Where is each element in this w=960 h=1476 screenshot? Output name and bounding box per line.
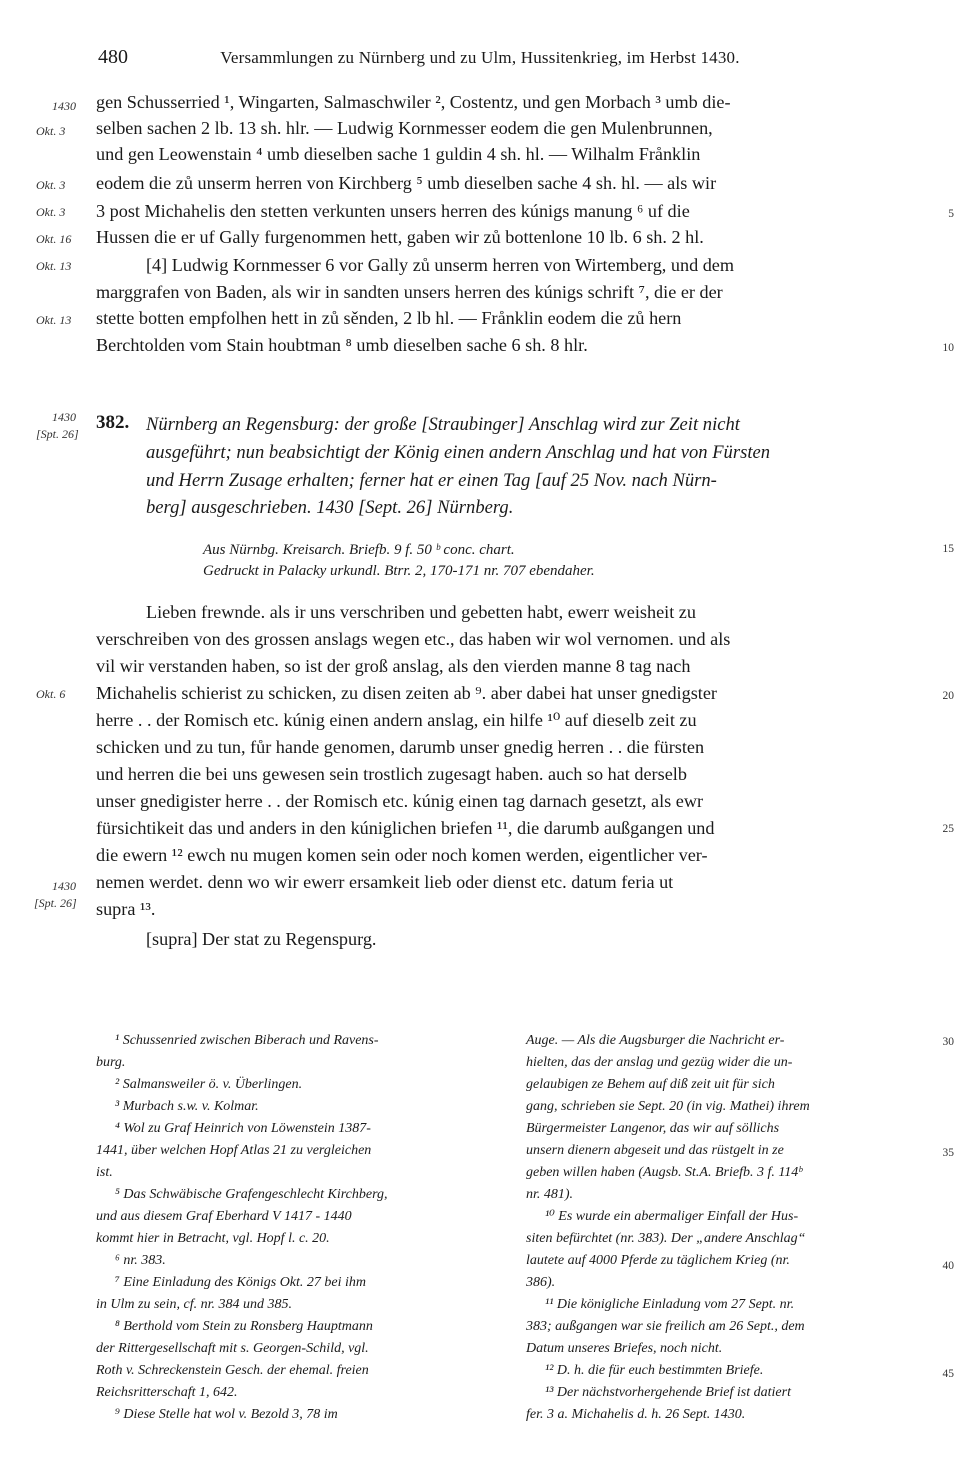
footnote-line: burg.	[96, 1055, 126, 1070]
entry-heading-line: und Herrn Zusage erhalten; ferner hat er einen Tag [auf 25 Nov. nach Nürn-	[146, 470, 717, 491]
letter-line: unser gnedigister herre . . der Romisch etc. kúnig einen tag darnach gesetzt, als ewr	[96, 791, 704, 811]
letter-line: die ewern ¹² ewch nu mugen komen sein oder noch komen werden, eigentlicher ver-	[96, 845, 708, 865]
footnote-line: Auge. — Als die Augsburger die Nachricht er-	[526, 1033, 785, 1048]
footnote-line: 1441, über welchen Hopf Atlas 21 zu vergleichen	[96, 1143, 372, 1158]
source-note: Aus Nürnbg. Kreisarch. Briefb. 9 f. 50 ᵇ conc. chart.	[203, 542, 515, 558]
footnote-line: nr. 481).	[526, 1187, 574, 1202]
line-number: 35	[942, 1147, 954, 1159]
line-number: 30	[942, 1036, 954, 1048]
letter-line: nemen werdet. denn wo wir ewerr ersamkeit lieb oder dienst etc. datum feria ut	[96, 872, 674, 892]
footnote-line: ⁵ Das Schwäbische Grafengeschlecht Kirchberg,	[115, 1187, 388, 1202]
line-number: 10	[942, 342, 954, 354]
text-line: Hussen die er uf Gally furgenommen hett, gaben wir zů bottenlone 10 lb. 6 sh. 2 hl.	[96, 227, 704, 247]
text-line: stette botten empfolhen hett in zů sěnden, 2 lb hl. — Frånklin eodem die zů hern	[96, 308, 682, 328]
margin-date: Okt. 16	[36, 232, 72, 246]
footnote-line: geben willen haben (Augsb. St.A. Briefb. 3 f. 114ᵇ	[526, 1165, 803, 1180]
footnote-line: ¹¹ Die königliche Einladung vom 27 Sept. nr.	[545, 1297, 795, 1312]
letter-line: supra ¹³.	[96, 899, 156, 919]
footnote-line: unsern dienern abgeseit und das rüstgelt in ze	[526, 1143, 784, 1158]
entry-heading-line: ausgeführt; nun beabsichtigt der König einen andern Anschlag und hat von Fürsten	[146, 442, 771, 463]
line-number: 45	[942, 1368, 954, 1380]
text-line: gen Schusserried ¹, Wingarten, Salmaschwiler ², Costentz, und gen Morbach ³ umb die-	[96, 92, 731, 112]
footnote-line: Bürgermeister Langenor, das wir auf söllichs	[526, 1121, 780, 1136]
footnote-line: fer. 3 a. Michahelis d. h. 26 Sept. 1430.	[526, 1407, 746, 1422]
footnote-line: ist.	[96, 1165, 113, 1180]
letter-line: vil wir verstanden haben, so ist der groß anslag, als den vierden manne 8 tag nach	[96, 656, 691, 676]
footnote-line: 383; außgangen war sie freilich am 26 Sept., dem	[526, 1319, 805, 1334]
letter-line: fürsichtikeit das und anders in den kúniglichen briefen ¹¹, die darumb außgangen und	[96, 818, 715, 838]
footnote-line: 386).	[526, 1275, 556, 1290]
footnote-line: und aus diesem Graf Eberhard V 1417 - 1440	[96, 1209, 352, 1224]
letter-line: und herren die bei uns gewesen sein trostlich zugesagt haben. auch so hat derselb	[96, 764, 687, 784]
margin-date: Okt. 13	[36, 313, 72, 327]
footnote-line: Reichsritterschaft 1, 642.	[96, 1385, 238, 1400]
letter-line: Michahelis schierist zu schicken, zu disen zeiten ab ⁹. aber dabei hat unser gnedigster	[96, 683, 717, 703]
page-number: 480	[98, 46, 128, 68]
footnote-line: Roth v. Schreckenstein Gesch. der ehemal. freien	[96, 1363, 369, 1378]
footnote-line: hielten, das der anslag und gezüg wider die un-	[526, 1055, 793, 1070]
line-number: 20	[942, 690, 954, 702]
entry-heading-line: berg] ausgeschrieben. 1430 [Sept. 26] Nürnberg.	[146, 497, 514, 518]
footnote-line: gelaubigen ze Behem auf diß zeit uit für sich	[526, 1077, 775, 1092]
text-line: und gen Leowenstain ⁴ umb dieselben sache 1 guldin 4 sh. hl. — Wilhalm Frånklin	[96, 144, 701, 164]
footnote-line: kommt hier in Betracht, vgl. Hopf l. c. 20.	[96, 1231, 330, 1246]
margin-date: Okt. 13	[36, 259, 72, 273]
letter-line: Lieben frewnde. als ir uns verschriben und gebetten habt, ewerr weisheit zu	[146, 602, 696, 622]
margin-date: [Spt. 26]	[34, 896, 77, 910]
margin-date: Okt. 3	[36, 124, 66, 138]
text-line: marggrafen von Baden, als wir in sandten unsers herren des kúnigs schrift ⁷, die er der	[96, 282, 723, 302]
margin-date: Okt. 6	[36, 687, 66, 701]
running-title: Versammlungen zu Nürnberg und zu Ulm, Hussitenkrieg, im Herbst 1430.	[220, 48, 740, 67]
footnote-line: der Rittergesellschaft mit s. Georgen-Schild, vgl.	[96, 1341, 369, 1356]
text-line: selben sachen 2 lb. 13 sh. hlr. — Ludwig Kornmesser eodem die gen Mulenbrunnen,	[96, 118, 713, 138]
footnote-line: ³ Murbach s.w. v. Kolmar.	[115, 1099, 259, 1114]
text-line: 3 post Michahelis den stetten verkunten unsers herren des kúnigs manung ⁶ uf die	[96, 201, 690, 221]
margin-date: [Spt. 26]	[36, 427, 79, 441]
footnote-line: lautete auf 4000 Pferde zu täglichem Krieg (nr.	[526, 1253, 790, 1268]
text-line: [4] Ludwig Kornmesser 6 vor Gally zů unserm herren von Wirtemberg, und dem	[146, 255, 735, 275]
footnote-line: ⁹ Diese Stelle hat wol v. Bezold 3, 78 im	[115, 1407, 338, 1422]
line-number: 5	[948, 208, 954, 220]
line-number: 15	[942, 543, 954, 555]
footnote-line: ⁶ nr. 383.	[115, 1253, 166, 1268]
footnote-line: gang, schrieben sie Sept. 20 (in vig. Mathei) ihrem	[526, 1099, 810, 1114]
line-number: 25	[942, 823, 954, 835]
margin-date: Okt. 3	[36, 178, 66, 192]
footnote-line: ¹⁰ Es wurde ein abermaliger Einfall der Hus-	[545, 1209, 799, 1224]
footnote-line: ⁴ Wol zu Graf Heinrich von Löwenstein 1387-	[115, 1121, 371, 1136]
text-line: eodem die zů unserm herren von Kirchberg ⁵ umb dieselben sache 4 sh. hl. — als wir	[96, 173, 717, 193]
address-line: [supra] Der stat zu Regenspurg.	[146, 929, 377, 949]
footnote-line: ¹³ Der nächstvorhergehende Brief ist datiert	[545, 1385, 791, 1400]
letter-line: schicken und zu tun, fůr hande genomen, darumb unser gnedig herren . . die fürsten	[96, 737, 705, 757]
footnote-line: ² Salmansweiler ö. v. Überlingen.	[115, 1077, 303, 1092]
footnote-line: Datum unseres Briefes, noch nicht.	[526, 1341, 723, 1356]
letter-line: verschreiben von des grossen anslags wegen etc., das haben wir wol vernomen. und als	[96, 629, 731, 649]
footnote-line: ¹ Schussenried zwischen Biberach und Ravens-	[115, 1033, 379, 1048]
text-line: Berchtolden vom Stain houbtman ⁸ umb dieselben sache 6 sh. 8 hlr.	[96, 335, 588, 355]
footnote-line: in Ulm zu sein, cf. nr. 384 und 385.	[96, 1297, 292, 1312]
margin-date: Okt. 3	[36, 205, 66, 219]
entry-heading-line: Nürnberg an Regensburg: der große [Straubinger] Anschlag wird zur Zeit nicht	[146, 414, 740, 435]
line-number: 40	[942, 1260, 954, 1272]
footnote-line: ⁸ Berthold vom Stein zu Ronsberg Hauptmann	[115, 1319, 373, 1334]
source-note: Gedruckt in Palacky urkundl. Btrr. 2, 170-171 nr. 707 ebendaher.	[203, 563, 595, 579]
margin-date: 1430	[52, 99, 76, 113]
footnote-line: siten befürchtet (nr. 383). Der „andere Anschlag“	[526, 1231, 806, 1246]
footnote-line: ⁷ Eine Einladung des Königs Okt. 27 bei ihm	[115, 1275, 367, 1290]
letter-line: herre . . der Romisch etc. kúnig einen andern anslag, ein hilfe ¹⁰ auf dieselb zeit zu	[96, 710, 697, 730]
entry-number: 382.	[96, 412, 130, 433]
margin-date: 1430	[52, 410, 76, 424]
margin-date: 1430	[52, 879, 76, 893]
footnote-line: ¹² D. h. die für euch bestimmten Briefe.	[545, 1363, 764, 1378]
